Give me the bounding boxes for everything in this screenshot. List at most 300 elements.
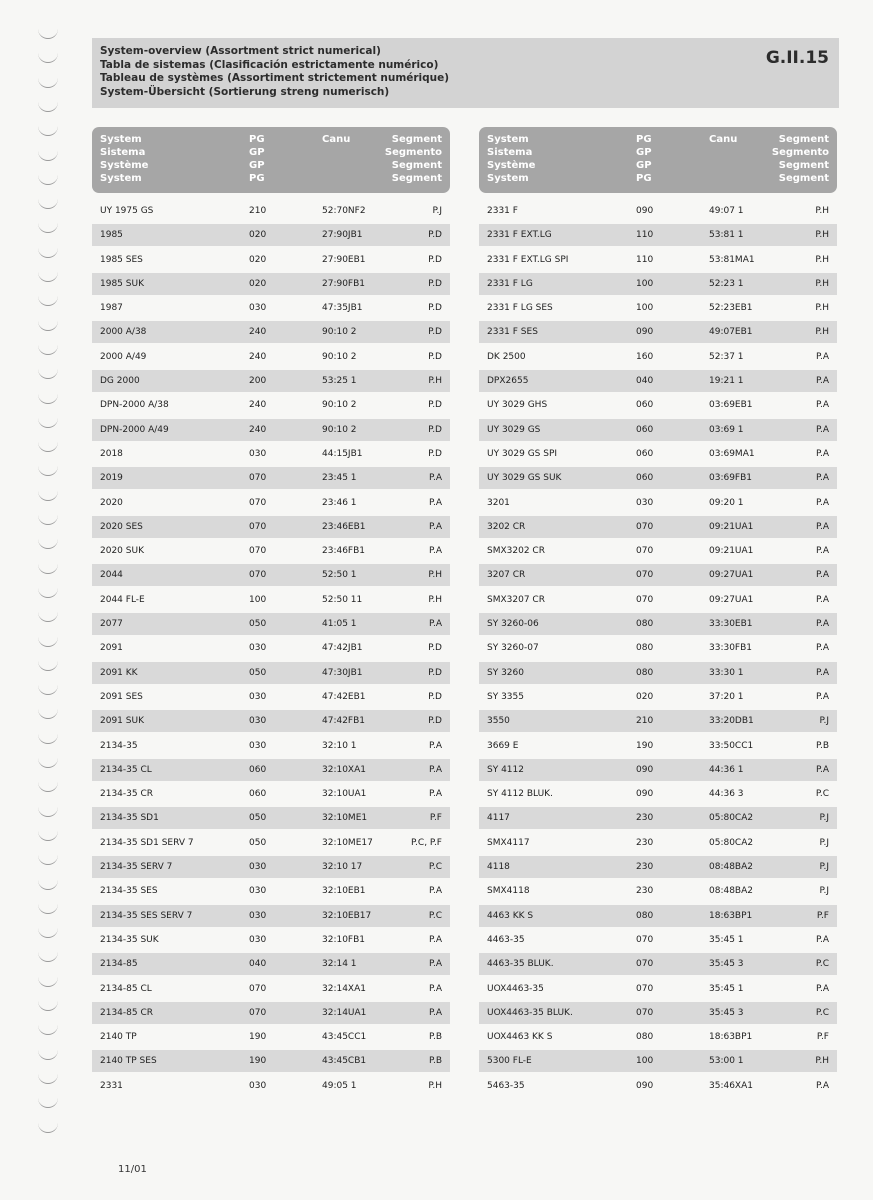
cell-segment: P.H: [428, 376, 442, 387]
cell-system: 2019: [100, 473, 123, 484]
cell-system: SMX3207 CR: [487, 594, 545, 605]
cell-canu: 03:69 1: [709, 424, 744, 435]
cell-system: DPN-2000 A/38: [100, 400, 169, 411]
header-title-es: Tabla de sistemas (Clasificación estrictamente numérico): [100, 58, 439, 71]
binder-hole: [38, 951, 58, 962]
cell-canu: 32:10EB1: [322, 886, 366, 897]
cell-segment: P.A: [815, 424, 829, 435]
binder-hole: [38, 927, 58, 938]
cell-canu: 90:10 2: [322, 400, 357, 411]
cell-system: 2331 F SES: [487, 327, 538, 338]
cell-system: UOX4463-35 BLUK.: [487, 1007, 573, 1018]
cell-pg: 080: [636, 1032, 654, 1043]
column-header-segment: [385, 133, 442, 185]
cell-segment: P.D: [428, 424, 442, 435]
cell-system: 3550: [487, 716, 510, 727]
table-row: [92, 710, 450, 732]
column-header-label: GP: [636, 147, 652, 158]
cell-canu: 09:27UA1: [709, 594, 754, 605]
cell-segment: P.H: [428, 1080, 442, 1091]
cell-canu: 35:45 3: [709, 959, 744, 970]
binder-hole: [38, 781, 58, 792]
cell-canu: 32:10ME17: [322, 837, 373, 848]
cell-segment: P.J: [819, 837, 829, 848]
table-row: [92, 273, 450, 295]
cell-canu: 52:50 11: [322, 594, 363, 605]
table-row: [479, 759, 837, 781]
column-header-label: Segment: [391, 160, 442, 171]
cell-pg: 030: [249, 1080, 267, 1091]
table-header: [479, 127, 837, 193]
cell-canu: 32:10FB1: [322, 934, 366, 945]
cell-segment: P.A: [428, 473, 442, 484]
cell-segment: P.A: [815, 521, 829, 532]
column-header-label: System: [487, 173, 529, 184]
cell-canu: 27:90JB1: [322, 230, 363, 241]
cell-system: 2134-85: [100, 959, 138, 970]
cell-pg: 100: [636, 303, 654, 314]
cell-pg: 230: [636, 862, 654, 873]
cell-segment: P.A: [815, 983, 829, 994]
cell-segment: P.A: [815, 351, 829, 362]
cell-canu: 52:70NF2: [322, 206, 366, 216]
binder-hole: [38, 1122, 58, 1133]
cell-pg: 070: [636, 570, 654, 581]
cell-canu: 35:45 3: [709, 1007, 744, 1018]
cell-system: 2331 F EXT.LG SPI: [487, 254, 569, 265]
cell-canu: 49:05 1: [322, 1080, 357, 1091]
column-header-label: GP: [249, 160, 265, 171]
table-row: [479, 1050, 837, 1072]
binder-hole: [38, 879, 58, 890]
cell-system: 3207 CR: [487, 570, 526, 581]
cell-canu: 52:23EB1: [709, 303, 753, 314]
cell-segment: P.D: [428, 667, 442, 678]
binder-hole: [38, 563, 58, 574]
column-header-canu: [322, 133, 350, 146]
cell-system: SY 3355: [487, 691, 524, 702]
cell-system: 2020 SUK: [100, 546, 144, 557]
cell-segment: P.C: [815, 789, 829, 800]
cell-pg: 030: [249, 740, 267, 751]
cell-canu: 32:10 17: [322, 862, 363, 873]
cell-pg: 050: [249, 813, 267, 824]
table-row: [479, 346, 837, 368]
binder-hole: [38, 636, 58, 647]
table-row: [479, 807, 837, 829]
cell-pg: 030: [636, 497, 654, 508]
cell-canu: 53:81MA1: [709, 254, 755, 265]
table-row: [479, 832, 837, 854]
cell-system: 2091 KK: [100, 667, 138, 678]
column-header-label: Segment: [391, 134, 442, 145]
cell-system: 4118: [487, 862, 510, 873]
cell-system: SY 4112 BLUK.: [487, 789, 553, 800]
table-row: [479, 273, 837, 295]
table-row: [92, 346, 450, 368]
table-row: [92, 832, 450, 854]
table-row: [92, 370, 450, 392]
cell-system: 2134-35 SES SERV 7: [100, 910, 193, 921]
table-row: [92, 492, 450, 514]
cell-pg: 240: [249, 424, 267, 435]
table-row: [479, 637, 837, 659]
binder-hole: [38, 125, 58, 136]
cell-canu: 90:10 2: [322, 327, 357, 338]
cell-system: 3202 CR: [487, 521, 526, 532]
cell-system: 4117: [487, 813, 510, 824]
cell-segment: P.A: [815, 691, 829, 702]
binder-hole: [38, 660, 58, 671]
cell-segment: P.A: [815, 643, 829, 654]
table-row: [479, 224, 837, 246]
binder-hole: [38, 1073, 58, 1084]
cell-segment: P.C: [428, 910, 442, 921]
cell-pg: 040: [249, 959, 267, 970]
cell-pg: 060: [636, 400, 654, 411]
table-row: [479, 880, 837, 902]
cell-segment: P.H: [815, 206, 829, 216]
table-row: [479, 905, 837, 927]
table-row: [479, 467, 837, 489]
cell-pg: 100: [636, 1056, 654, 1067]
table-row: [92, 1002, 450, 1024]
cell-pg: 030: [249, 910, 267, 921]
cell-segment: P.A: [428, 740, 442, 751]
cell-system: 2134-35: [100, 740, 138, 751]
binder-hole: [38, 611, 58, 622]
cell-segment: P.F: [429, 813, 442, 824]
cell-system: UY 3029 GS SUK: [487, 473, 562, 484]
cell-segment: P.F: [816, 910, 829, 921]
table-row: [479, 613, 837, 635]
cell-system: UY 3029 GHS: [487, 400, 548, 411]
cell-system: 1985 SUK: [100, 278, 144, 289]
cell-segment: P.D: [428, 716, 442, 727]
cell-canu: 44:36 3: [709, 789, 744, 800]
cell-pg: 030: [249, 691, 267, 702]
column-header-system: [100, 133, 148, 185]
cell-pg: 020: [249, 254, 267, 265]
cell-segment: P.A: [428, 1007, 442, 1018]
cell-system: SMX4117: [487, 837, 530, 848]
page-header: [92, 38, 839, 108]
cell-system: 2000 A/38: [100, 327, 147, 338]
cell-segment: P.A: [815, 570, 829, 581]
table-row: [479, 686, 837, 708]
cell-canu: 52:50 1: [322, 570, 357, 581]
binder-hole: [38, 28, 58, 39]
cell-pg: 070: [636, 959, 654, 970]
table-row: [479, 564, 837, 586]
binder-hole: [38, 174, 58, 185]
cell-canu: 27:90EB1: [322, 254, 366, 265]
cell-pg: 070: [636, 983, 654, 994]
cell-system: 2077: [100, 619, 123, 630]
table-row: [92, 953, 450, 975]
cell-segment: P.D: [428, 230, 442, 241]
cell-system: 3669 E: [487, 740, 519, 751]
cell-canu: 32:14UA1: [322, 1007, 367, 1018]
cell-canu: 32:10 1: [322, 740, 357, 751]
cell-pg: 100: [636, 278, 654, 289]
table-row: [479, 1002, 837, 1024]
cell-pg: 030: [249, 862, 267, 873]
cell-canu: 49:07EB1: [709, 327, 753, 338]
column-header-label: PG: [636, 134, 652, 145]
cell-segment: P.J: [819, 813, 829, 824]
table-row: [92, 224, 450, 246]
column-header-label: Segmento: [771, 147, 829, 158]
column-header-label: Segment: [391, 173, 442, 184]
cell-pg: 240: [249, 400, 267, 411]
cell-pg: 230: [636, 813, 654, 824]
binder-hole: [38, 514, 58, 525]
header-title-de: System-Übersicht (Sortierung streng numerisch): [100, 85, 390, 98]
table-row: [479, 710, 837, 732]
cell-pg: 210: [636, 716, 654, 727]
cell-system: SY 3260-06: [487, 619, 539, 630]
table-row: [479, 929, 837, 951]
cell-pg: 030: [249, 886, 267, 897]
table-row: [92, 637, 450, 659]
cell-system: DK 2500: [487, 351, 526, 362]
cell-canu: 33:30FB1: [709, 643, 753, 654]
cell-pg: 070: [249, 1007, 267, 1018]
table-row: [479, 419, 837, 441]
cell-segment: P.A: [815, 400, 829, 411]
binder-hole: [38, 587, 58, 598]
cell-pg: 080: [636, 643, 654, 654]
table-row: [92, 759, 450, 781]
binder-hole: [38, 1097, 58, 1108]
table-row: [92, 1026, 450, 1048]
cell-pg: 240: [249, 327, 267, 338]
cell-canu: 09:20 1: [709, 497, 744, 508]
cell-system: SY 3260: [487, 667, 524, 678]
binder-hole: [38, 854, 58, 865]
header-title-lines: [100, 45, 449, 99]
cell-canu: 35:46XA1: [709, 1080, 753, 1091]
cell-segment: P.A: [428, 934, 442, 945]
cell-system: 2331 F EXT.LG: [487, 230, 552, 241]
binder-hole: [38, 1000, 58, 1011]
cell-system: UY 3029 GS: [487, 424, 541, 435]
cell-pg: 080: [636, 619, 654, 630]
column-header-label: GP: [636, 160, 652, 171]
cell-canu: 03:69MA1: [709, 448, 755, 459]
cell-pg: 070: [636, 521, 654, 532]
cell-segment: P.B: [428, 1056, 442, 1067]
table-row: [92, 856, 450, 878]
column-header-label: PG: [636, 173, 652, 184]
cell-system: 2331 F: [487, 206, 518, 216]
cell-canu: 53:00 1: [709, 1056, 744, 1067]
cell-segment: P.A: [815, 667, 829, 678]
cell-segment: P.A: [428, 789, 442, 800]
binder-hole: [38, 903, 58, 914]
table-row: [479, 735, 837, 757]
cell-system: UOX4463 KK S: [487, 1032, 553, 1043]
table-row: [92, 807, 450, 829]
table-row: [92, 589, 450, 611]
cell-canu: 53:81 1: [709, 230, 744, 241]
cell-canu: 33:20DB1: [709, 716, 754, 727]
table-row: [479, 249, 837, 271]
cell-segment: P.J: [819, 886, 829, 897]
cell-pg: 050: [249, 837, 267, 848]
cell-segment: P.H: [815, 303, 829, 314]
cell-segment: P.H: [815, 254, 829, 265]
header-title-en: System-overview (Assortment strict numerical): [100, 45, 381, 57]
cell-pg: 060: [249, 764, 267, 775]
binder-hole: [38, 344, 58, 355]
cell-canu: 32:14XA1: [322, 983, 366, 994]
cell-canu: 52:23 1: [709, 278, 744, 289]
cell-segment: P.A: [428, 764, 442, 775]
table-row: [92, 564, 450, 586]
cell-segment: P.A: [815, 546, 829, 557]
table-row: [92, 735, 450, 757]
cell-pg: 190: [249, 1032, 267, 1043]
cell-pg: 030: [249, 934, 267, 945]
cell-system: 2331 F LG: [487, 278, 533, 289]
cell-system: 2134-35 SUK: [100, 934, 159, 945]
cell-segment: P.H: [428, 594, 442, 605]
cell-system: SY 3260-07: [487, 643, 539, 654]
binder-hole: [38, 101, 58, 112]
cell-pg: 240: [249, 351, 267, 362]
cell-canu: 37:20 1: [709, 691, 744, 702]
column-header-label: GP: [249, 147, 265, 158]
cell-system: DPX2655: [487, 376, 529, 387]
cell-pg: 020: [636, 691, 654, 702]
cell-canu: 32:10EB17: [322, 910, 372, 921]
cell-pg: 090: [636, 1080, 654, 1091]
cell-segment: P.D: [428, 400, 442, 411]
cell-segment: P.H: [428, 570, 442, 581]
binder-hole: [38, 538, 58, 549]
cell-pg: 190: [636, 740, 654, 751]
cell-system: 1985: [100, 230, 123, 241]
cell-pg: 210: [249, 206, 267, 216]
cell-canu: 90:10 2: [322, 424, 357, 435]
table-row: [92, 880, 450, 902]
table-row: [479, 321, 837, 343]
table-row: [92, 200, 450, 222]
cell-canu: 32:10ME1: [322, 813, 368, 824]
column-header-label: Segment: [778, 160, 829, 171]
cell-segment: P.A: [815, 594, 829, 605]
cell-segment: P.D: [428, 448, 442, 459]
table-row: [479, 783, 837, 805]
cell-canu: 52:37 1: [709, 351, 744, 362]
cell-canu: 03:69FB1: [709, 473, 753, 484]
cell-system: 2140 TP: [100, 1032, 137, 1043]
column-header-label: Canu: [709, 134, 738, 145]
cell-segment: P.C: [428, 862, 442, 873]
column-header-label: Sistema: [487, 147, 533, 158]
cell-canu: 05:80CA2: [709, 837, 754, 848]
table-row: [92, 249, 450, 271]
table-row: [92, 1075, 450, 1097]
binder-hole: [38, 830, 58, 841]
cell-canu: 08:48BA2: [709, 862, 753, 873]
table-row: [92, 467, 450, 489]
cell-segment: P.D: [428, 643, 442, 654]
cell-canu: 05:80CA2: [709, 813, 754, 824]
cell-segment: P.H: [815, 1056, 829, 1067]
table-row: [92, 905, 450, 927]
cell-segment: P.J: [819, 716, 829, 727]
cell-pg: 080: [636, 910, 654, 921]
column-header-label: PG: [249, 134, 265, 145]
table-row: [479, 394, 837, 416]
cell-canu: 18:63BP1: [709, 910, 753, 921]
cell-segment: P.A: [428, 619, 442, 630]
column-header-canu: [709, 133, 737, 146]
column-header-label: Système: [487, 160, 536, 171]
cell-canu: 23:46EB1: [322, 521, 366, 532]
table-body: [479, 200, 837, 1097]
cell-system: 2020 SES: [100, 521, 143, 532]
cell-canu: 18:63BP1: [709, 1032, 753, 1043]
table-row: [92, 978, 450, 1000]
system-table-left: [92, 127, 450, 1099]
cell-pg: 060: [636, 473, 654, 484]
binder-hole: [38, 52, 58, 63]
cell-pg: 110: [636, 230, 654, 241]
cell-system: 2091 SUK: [100, 716, 144, 727]
cell-system: 2331: [100, 1080, 123, 1091]
cell-pg: 190: [249, 1056, 267, 1067]
cell-canu: 43:45CC1: [322, 1032, 367, 1043]
cell-canu: 47:42EB1: [322, 691, 366, 702]
cell-pg: 080: [636, 667, 654, 678]
cell-canu: 09:21UA1: [709, 521, 754, 532]
cell-segment: P.C, P.F: [411, 837, 442, 848]
cell-segment: P.A: [815, 497, 829, 508]
cell-segment: P.D: [428, 351, 442, 362]
cell-segment: P.A: [815, 764, 829, 775]
cell-segment: P.C: [815, 959, 829, 970]
cell-pg: 070: [249, 521, 267, 532]
cell-segment: P.A: [428, 959, 442, 970]
cell-pg: 020: [249, 230, 267, 241]
cell-canu: 41:05 1: [322, 619, 357, 630]
cell-system: 4463-35: [487, 934, 525, 945]
cell-canu: 08:48BA2: [709, 886, 753, 897]
header-title-fr: Tableau de systèmes (Assortiment strictement numérique): [100, 72, 450, 84]
table-row: [479, 1075, 837, 1097]
cell-system: DPN-2000 A/49: [100, 424, 169, 435]
cell-canu: 47:30JB1: [322, 667, 363, 678]
binder-hole: [38, 222, 58, 233]
table-header: [92, 127, 450, 193]
table-row: [479, 953, 837, 975]
cell-pg: 090: [636, 764, 654, 775]
cell-canu: 47:42FB1: [322, 716, 366, 727]
table-row: [92, 540, 450, 562]
cell-system: 2134-35 SD1 SERV 7: [100, 837, 194, 848]
cell-system: 1987: [100, 303, 123, 314]
cell-segment: P.D: [428, 254, 442, 265]
binder-hole: [38, 150, 58, 161]
cell-canu: 35:45 1: [709, 983, 744, 994]
cell-pg: 090: [636, 327, 654, 338]
cell-pg: 070: [249, 546, 267, 557]
table-row: [479, 662, 837, 684]
